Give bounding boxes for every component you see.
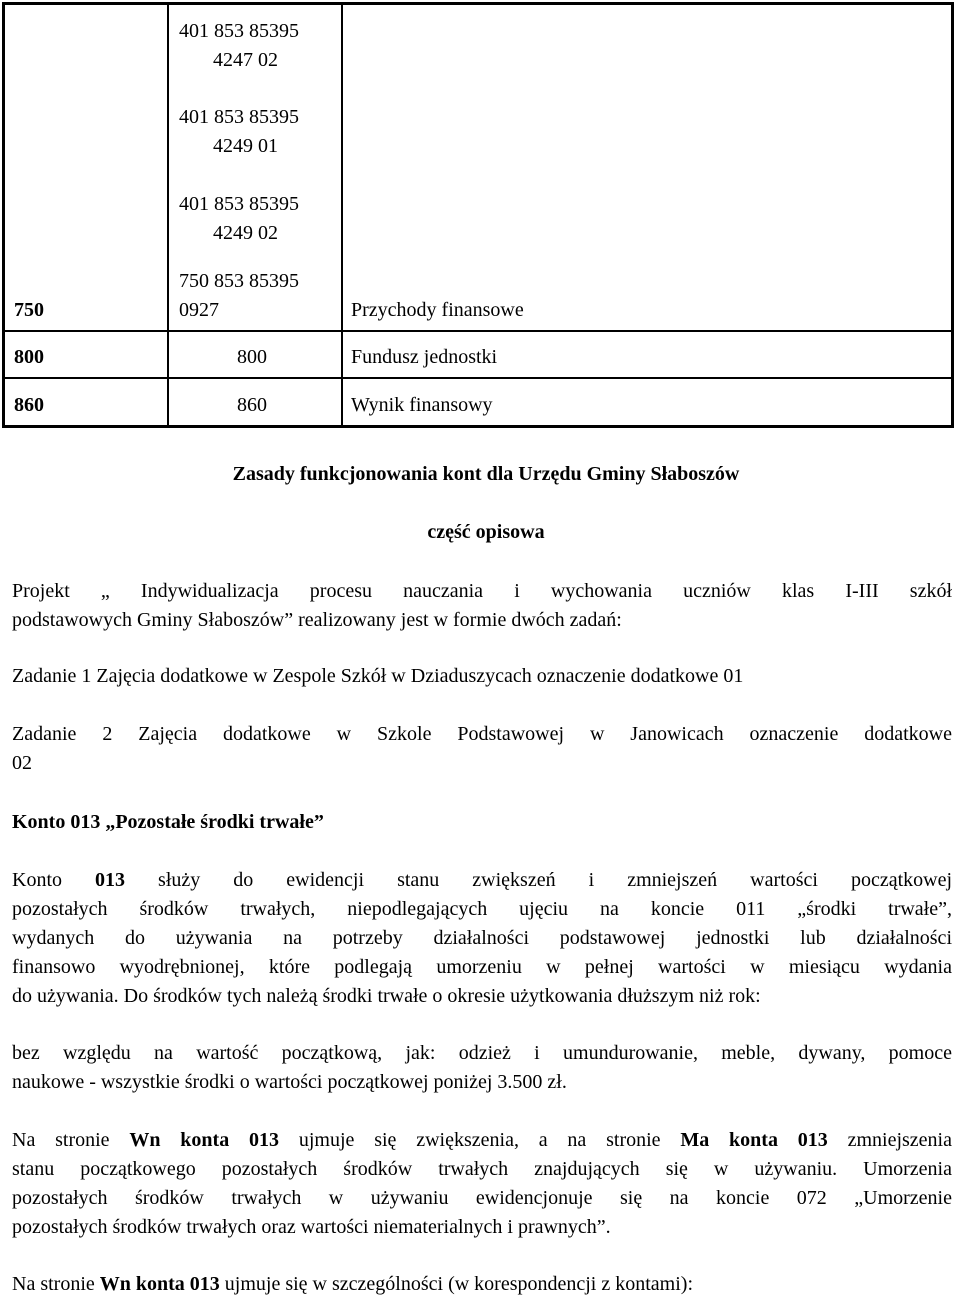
table-cell-name: Wynik finansowy [351, 394, 493, 416]
examples-paragraph [12, 1039, 952, 1097]
section-subheading: część opisowa [427, 521, 545, 543]
paragraph-line: Zadanie 2 Zajęcia dodatkowe w Szkole Podstawowej w Janowicach oznaczenie dodatkowe [12, 723, 952, 745]
text-run: Na stronie [12, 1129, 130, 1151]
table-cell-code: 4249 01 [213, 135, 278, 157]
text-run: ujmuje się w szczególności (w korespondencji z kontami): [219, 1273, 693, 1295]
paragraph-line: do używania. Do środków tych należą środki trwałe o okresie użytkowania dłuższym niż rok: [12, 985, 761, 1007]
table-cell-name: Fundusz jednostki [351, 346, 498, 368]
table-column-divider [167, 5, 169, 425]
task-1: Zadanie 1 Zajęcia dodatkowe w Zespole Szkół w Dziaduszycach oznaczenie dodatkowe 01 [12, 665, 744, 687]
account-heading: Konto 013 „Pozostałe środki trwałe” [12, 811, 324, 833]
table-cell-code: 750 853 85395 [179, 270, 299, 292]
paragraph-line: wydanych do używania na potrzeby działalności podstawowej jednostki lub działalności [12, 927, 952, 949]
table-cell-name: Przychody finansowe [351, 299, 524, 321]
paragraph-line: 02 [12, 752, 32, 774]
paragraph-line: Projekt „ Indywidualizacja procesu nauczania i wychowania uczniów klas I-III szkół [12, 580, 952, 602]
table-column-divider [341, 5, 343, 425]
table-cell-code: 860 [237, 394, 267, 416]
table-cell-code: 0927 [179, 299, 219, 321]
text-run-bold: Ma konta 013 [680, 1129, 828, 1151]
paragraph-line [12, 866, 952, 895]
paragraph-line: pozostałych środków trwałych oraz wartości niematerialnych i prawnych”. [12, 1216, 611, 1238]
account-description-paragraph [12, 866, 952, 1011]
paragraph-line [12, 1126, 952, 1155]
text-run: zmniejszenia [827, 1129, 952, 1151]
paragraph-line: naukowe - wszystkie środki o wartości początkowej poniżej 3.500 zł. [12, 1071, 567, 1093]
paragraph-line: podstawowych Gminy Słaboszów” realizowany jest w formie dwóch zadań: [12, 609, 622, 631]
table-row-divider [5, 330, 951, 332]
paragraph-line: bez względu na wartość początkową, jak: odzież i umundurowanie, meble, dywany, pomoce [12, 1042, 952, 1064]
accounts-table [2, 2, 954, 428]
debit-side-paragraph [12, 1270, 952, 1299]
text-run: Na stronie [12, 1273, 100, 1295]
table-cell-code: 401 853 85395 [179, 193, 299, 215]
paragraph-line: pozostałych środków trwałych w używaniu ewidencjonuje się na koncie 072 „Umorzenie [12, 1187, 952, 1209]
section-heading: Zasady funkcjonowania kont dla Urzędu Gminy Słaboszów [232, 463, 740, 485]
text-run: służy do ewidencji stanu zwiększeń i zmniejszeń wartości początkowej [125, 869, 953, 891]
table-cell-code: 4247 02 [213, 49, 278, 71]
text-run: ujmuje się zwiększenia, a na stronie [279, 1129, 681, 1151]
paragraph-line: pozostałych środków trwałych, niepodlegających ujęciu na koncie 011 „środki trwałe”, [12, 898, 952, 920]
paragraph-line: stanu początkowego pozostałych środków trwałych znajdujących się w używaniu. Umorzenia [12, 1158, 952, 1180]
text-run-bold: Wn konta 013 [129, 1129, 280, 1151]
table-cell-code: 800 [237, 346, 267, 368]
project-paragraph [12, 577, 952, 635]
text-run-bold: Wn konta 013 [99, 1273, 220, 1295]
text-run: Konto [12, 869, 96, 891]
table-cell-code: 401 853 85395 [179, 20, 299, 42]
table-cell-account: 750 [14, 299, 44, 321]
booking-paragraph [12, 1126, 952, 1242]
paragraph-line: finansowo wyodrębnionej, które podlegają umorzeniu w pełnej wartości w miesiącu wydania [12, 956, 952, 978]
table-cell-account: 800 [14, 346, 44, 368]
task-2 [12, 720, 952, 778]
table-cell-code: 4249 02 [213, 222, 278, 244]
table-cell-code: 401 853 85395 [179, 106, 299, 128]
text-run-bold: 013 [95, 869, 126, 891]
table-row-divider [5, 377, 951, 379]
table-cell-account: 860 [14, 394, 44, 416]
